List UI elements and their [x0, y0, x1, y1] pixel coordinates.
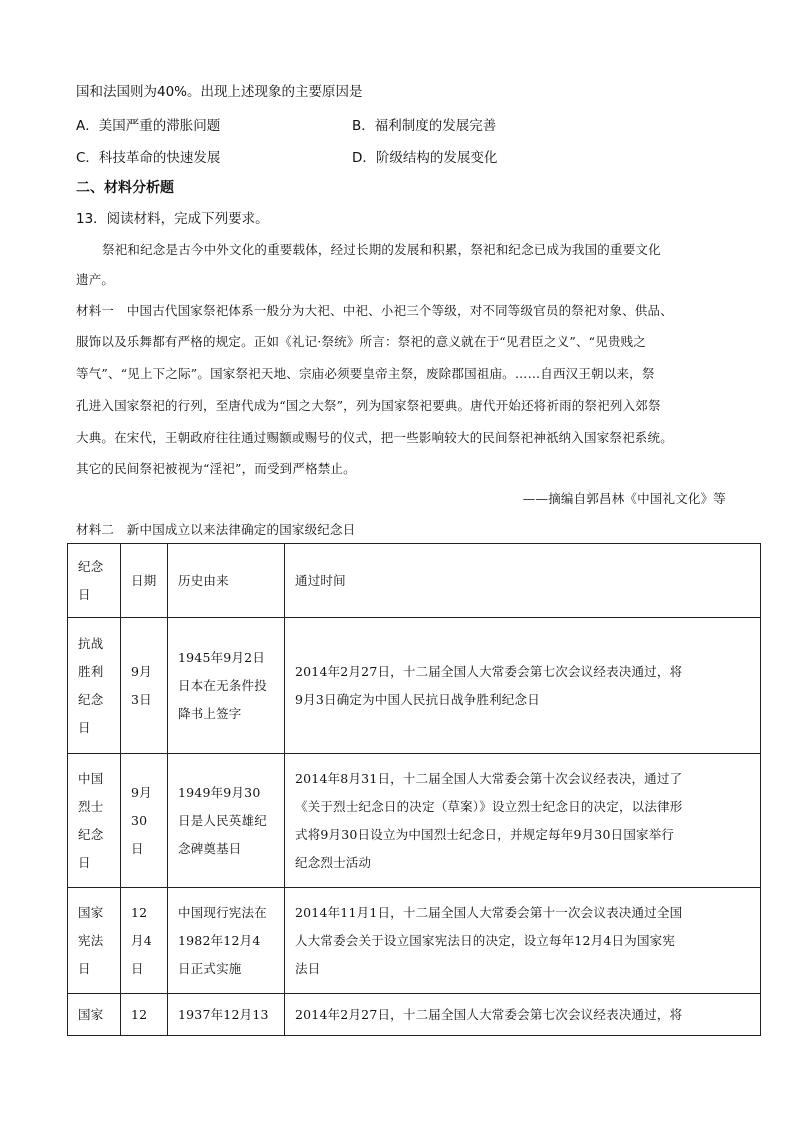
- cell-text: 日: [78, 719, 91, 735]
- passed-cell: [285, 618, 761, 754]
- cell-text: 2014年2月27日，十二届全国人大常委会第七次会议经表决通过，将: [295, 663, 683, 679]
- cell-text: 1949年9月30: [178, 784, 261, 800]
- section-heading: 二、材料分析题: [76, 180, 174, 196]
- cell-text: 《关于烈士纪念日的决定（草案）》设立烈士纪念日的决定，以法律形: [295, 798, 683, 814]
- cell-text: 日: [131, 840, 144, 856]
- table-row: [68, 994, 761, 1036]
- cell-text: 日正式实施: [178, 960, 242, 976]
- cell-text: 12: [131, 1006, 148, 1022]
- question-tail: 国和法国则为40%。出现上述现象的主要原因是: [76, 84, 363, 100]
- table-row: [68, 754, 761, 888]
- cell-text: 国家: [78, 1006, 104, 1022]
- cell-text: 中国现行宪法在: [178, 904, 267, 920]
- header-text: 日: [78, 586, 91, 602]
- header-text: 历史由来: [178, 572, 229, 588]
- passed-cell: [285, 888, 761, 994]
- cell-text: 月4: [131, 932, 152, 948]
- header-cell: [121, 544, 168, 618]
- cell-text: 9月: [131, 784, 152, 800]
- cell-text: 抗战: [78, 635, 104, 651]
- material1-line: 其它的民间祭祀被视为“淫祀”，而受到严格禁止。: [76, 461, 356, 476]
- memorial-days-table: [67, 543, 761, 1036]
- cell-text: 宪法: [78, 932, 104, 948]
- table-header-row: [68, 544, 761, 618]
- material2-caption: 材料二 新中国成立以来法律确定的国家级纪念日: [76, 522, 356, 537]
- origin-cell: [168, 888, 285, 994]
- cell-text: 纪念: [78, 826, 104, 842]
- cell-text: 1982年12月4: [178, 932, 261, 948]
- memorial-name-cell: [68, 888, 121, 994]
- material1-line: 等气”、“见上下之际”。国家祭祀天地、宗庙必须要皇帝主祭，废除郡国祖庙。……自西汉王朝以来，祭: [76, 366, 655, 381]
- cell-text: 日本在无条件投: [178, 677, 267, 693]
- cell-text: 日: [131, 960, 144, 976]
- memorial-name-cell: [68, 754, 121, 888]
- memorial-name-cell: [68, 994, 121, 1036]
- passed-cell: [285, 754, 761, 888]
- header-cell: [168, 544, 285, 618]
- date-cell: [121, 888, 168, 994]
- intro-line: 祭祀和纪念是古今中外文化的重要载体，经过长期的发展和积累，祭祀和纪念已成为我国的重要文化: [102, 242, 661, 257]
- cell-text: 日: [78, 960, 91, 976]
- header-cell: [285, 544, 761, 618]
- cell-text: 降书上签字: [178, 705, 242, 721]
- origin-cell: [168, 994, 285, 1036]
- passed-cell: [285, 994, 761, 1036]
- cell-text: 1937年12月13: [178, 1006, 269, 1022]
- question-13: 13．阅读材料，完成下列要求。: [76, 211, 269, 227]
- material1-line: 孔进入国家祭祀的行列，至唐代成为“国之大祭”，列为国家祭祀要典。唐代开始还将祈雨的祭祀列入郊祭: [76, 398, 661, 413]
- cell-text: 人大常委会关于设立国家宪法日的决定，设立每年12月4日为国家宪: [295, 932, 676, 948]
- header-text: 日期: [131, 572, 157, 588]
- cell-text: 3日: [131, 691, 152, 707]
- header-text: 通过时间: [295, 572, 346, 588]
- cell-text: 1945年9月2日: [178, 649, 266, 665]
- option-c: C．科技革命的快速发展: [76, 150, 221, 166]
- cell-text: 式将9月30日设立为中国烈士纪念日，并规定每年9月30日国家举行: [295, 826, 675, 842]
- cell-text: 胜利: [78, 663, 104, 679]
- option-a: A．美国严重的滞胀问题: [76, 118, 221, 134]
- cell-text: 纪念烈士活动: [295, 854, 372, 870]
- cell-text: 烈士: [78, 798, 104, 814]
- header-text: 纪念: [78, 558, 104, 574]
- cell-text: 9月: [131, 663, 152, 679]
- cell-text: 30: [131, 812, 148, 828]
- cell-text: 2014年8月31日，十二届全国人大常委会第十次会议经表决，通过了: [295, 770, 683, 786]
- material1-line: 大典。在宋代，王朝政府往往通过赐额或赐号的仪式，把一些影响较大的民间祭祀神祇纳入国家祭祀系统。: [76, 430, 673, 445]
- intro-line: 遗产。: [76, 272, 115, 287]
- table-row: [68, 888, 761, 994]
- option-d: D．阶级结构的发展变化: [352, 150, 498, 166]
- origin-cell: [168, 618, 285, 754]
- option-b: B．福利制度的发展完善: [352, 118, 497, 134]
- cell-text: 日是人民英雄纪: [178, 812, 267, 828]
- cell-text: 念碑奠基日: [178, 840, 242, 856]
- material1-line: 服饰以及乐舞都有严格的规定。正如《礼记·祭统》所言：祭祀的意义就在于“见君臣之义”、“见贵贱之: [76, 334, 647, 349]
- date-cell: [121, 994, 168, 1036]
- cell-text: 法日: [295, 960, 321, 976]
- date-cell: [121, 754, 168, 888]
- cell-text: 纪念: [78, 691, 104, 707]
- cell-text: 日: [78, 854, 91, 870]
- origin-cell: [168, 754, 285, 888]
- cell-text: 12: [131, 904, 148, 920]
- memorial-name-cell: [68, 618, 121, 754]
- cell-text: 9月3日确定为中国人民抗日战争胜利纪念日: [295, 691, 540, 707]
- cell-text: 国家: [78, 904, 104, 920]
- header-cell: [68, 544, 121, 618]
- cell-text: 中国: [78, 770, 104, 786]
- cell-text: 2014年11月1日，十二届全国人大常委会第十一次会议表决通过全国: [295, 904, 683, 920]
- table-row: [68, 618, 761, 754]
- material1-line: 材料一 中国古代国家祭祀体系一般分为大祀、中祀、小祀三个等级，对不同等级官员的祭祀对象、供品、: [76, 303, 673, 318]
- material1-source: ——摘编自郭昌林《中国礼文化》等: [522, 491, 726, 506]
- date-cell: [121, 618, 168, 754]
- cell-text: 2014年2月27日，十二届全国人大常委会第七次会议经表决通过，将: [295, 1006, 683, 1022]
